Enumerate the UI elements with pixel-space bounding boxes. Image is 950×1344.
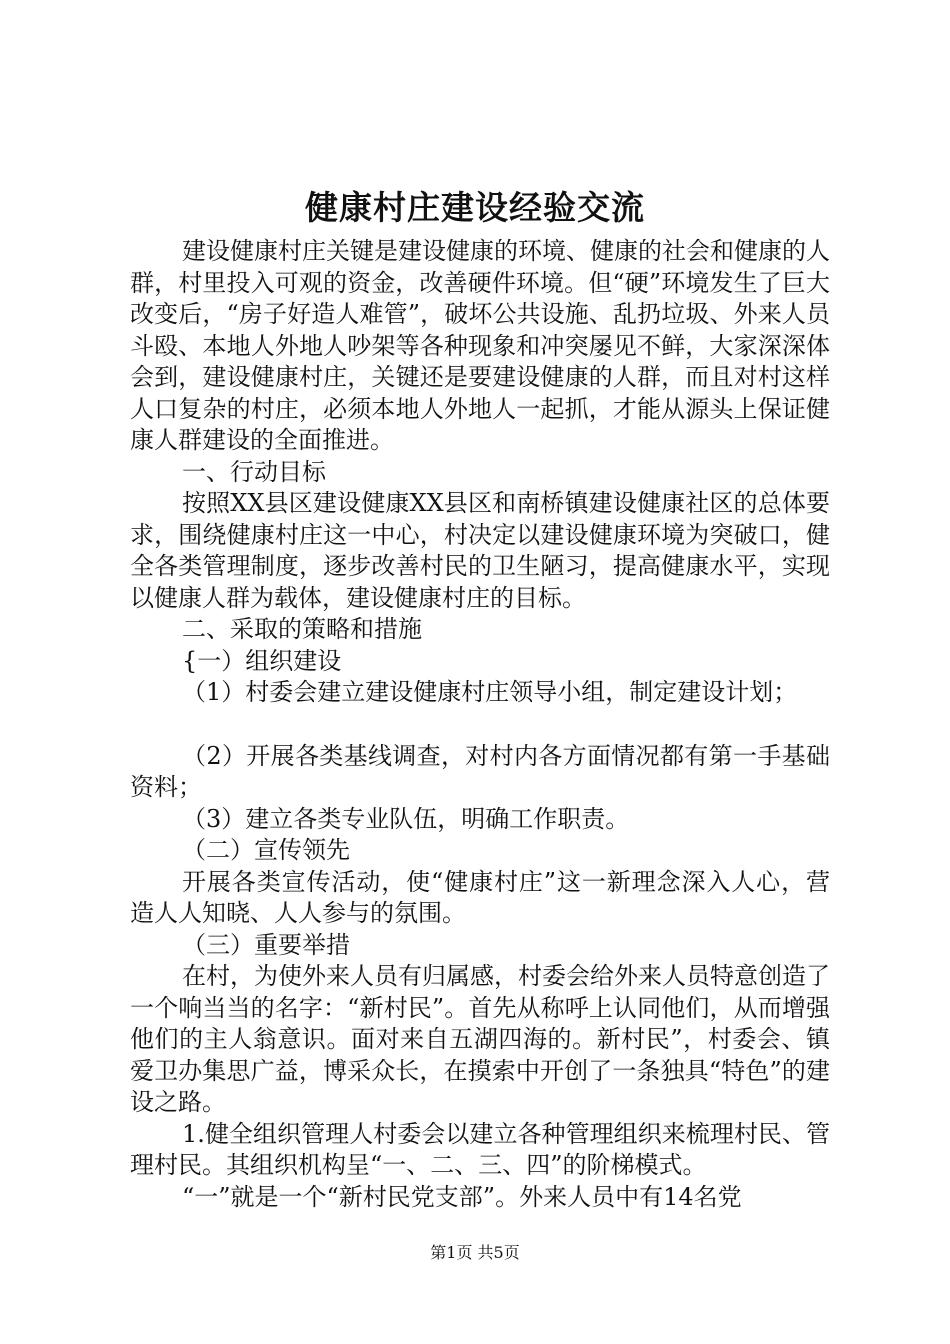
blank-line [130, 709, 830, 741]
subheading-publicity: （二）宣传领先 [182, 836, 350, 864]
document-title: 健康村庄建设经验交流 [305, 188, 645, 227]
paragraph-goals: 按照XX县区建设健康XX县区和南桥镇建设健康社区的总体要求，围绕健康村庄这一中心，村决定以建设健康环境为突破口，健全各类管理制度，逐步改善村民的卫生陋习，提高健康水平，实现以健康人群为载体，建设健康村庄的目标。 [130, 489, 830, 612]
paragraph-organization-management: 1.健全组织管理人村委会以建立各种管理组织来梳理村民、管理村民。其组织机构呈“一、二、三、四”的阶梯模式。 [130, 1119, 830, 1179]
document-body [130, 236, 830, 1213]
paragraph-intro: 建设健康村庄关键是建设健康的环境、健康的社会和健康的人群，村里投入可观的资金，改善硬件环境。但“硬”环境发生了巨大改变后，“房子好造人难管”，破坏公共设施、乱扔垃圾、外来人员斗殴、本地人外地人吵架等各种现象和冲突屡见不鲜，大家深深体会到，建设健康村庄，关键还是要建设健康的人群，而且对村这样人口复杂的村庄，必须本地人外地人一起抓，才能从源头上保证健康人群建设的全面推进。 [130, 237, 830, 454]
paragraph-publicity: 开展各类宣传活动，使“健康村庄”这一新理念深入人心，营造人人知晓、人人参与的氛围。 [130, 867, 830, 927]
list-item-2: （2）开展各类基线调查，对村内各方面情况都有第一手基础资料； [130, 741, 830, 801]
subheading-organization: {一）组织建设 [182, 646, 342, 675]
list-item-1: （1）村委会建立建设健康村庄领导小组，制定建设计划； [182, 678, 798, 706]
list-item-3: （3）建立各类专业队伍，明确工作职责。 [182, 804, 630, 833]
heading-action-goals: 一、行动目标 [182, 457, 326, 486]
heading-strategies: 二、采取的策略和措施 [182, 615, 422, 643]
subheading-key-measures: （三）重要举措 [182, 930, 350, 959]
paragraph-party-branch: “一”就是一个“新村民党支部”。外来人员中有14名党 [182, 1182, 742, 1211]
paragraph-new-villagers: 在村，为使外来人员有归属感，村委会给外来人员特意创造了一个响当当的名字：“新村民”。首先从称呼上认同他们，从而增强他们的主人翁意识。面对来自五湖四海的。新村民”，村委会、镇爱卫办集思广益，博采众长，在摸索中开创了一条独具“特色”的建设之路。 [130, 962, 830, 1116]
page-footer: 第1页 共5页 [430, 1243, 520, 1262]
